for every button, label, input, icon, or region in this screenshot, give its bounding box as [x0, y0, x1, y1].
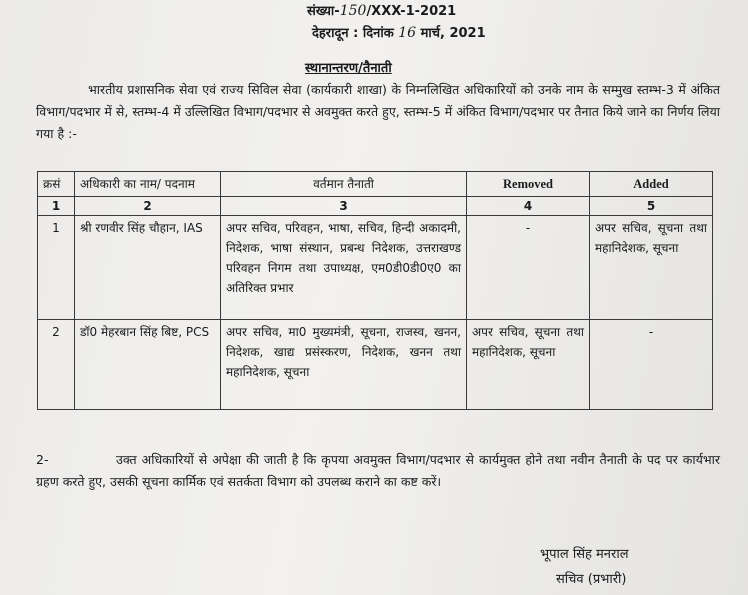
table-row — [38, 216, 713, 320]
date-suffix: मार्च, 2021 — [420, 26, 486, 41]
row-sno: 1 — [38, 216, 75, 320]
officer-name: डॉ0 मेहरबान सिंह बिष्ट, PCS — [75, 320, 221, 410]
intro-paragraph: भारतीय प्रशासनिक सेवा एवं राज्य सिविल सेवा (कार्यकारी शाखा) के निम्नलिखित अधिकारियों को उनके नाम के सम्मुख स्तम्भ-3 में अंकित विभाग/पदभार में से, स्तम्भ-4 में उल्लिखित विभाग/पदभार से अवमुक्त करते हुए, स्तम्भ-5 में अंकित विभाग/पदभार पर तैनात किये जाने का निर्णय लिया गया है :- — [36, 82, 720, 141]
current-posting: अपर सचिव, मा0 मुख्यमंत्री, सूचना, राजस्व, खनन, निदेशक, खाद्य प्रसंस्करण, निदेशक, खनन तथा महानिदेशक, सूचना — [221, 320, 467, 410]
subject-heading: स्थानान्तरण/तैनाती — [305, 61, 392, 76]
order-number — [307, 1, 456, 19]
order-number-prefix: संख्या- — [307, 4, 340, 19]
handwritten-date: 16 — [398, 25, 417, 41]
paragraph-number: 2- — [36, 452, 49, 467]
table-header-row — [38, 172, 713, 197]
col-header-removed: Removed — [467, 172, 590, 197]
signatory-designation: सचिव (प्रभारी) — [556, 572, 627, 587]
column-number: 2 — [75, 197, 221, 216]
col-header-officer: अधिकारी का नाम/ पदनाम — [75, 172, 221, 197]
row-sno: 2 — [38, 320, 75, 410]
column-number: 3 — [221, 197, 467, 216]
removed-posting: - — [467, 216, 590, 320]
current-posting: अपर सचिव, परिवहन, भाषा, सचिव, हिन्दी अकादमी, निदेशक, भाषा संस्थान, प्रबन्ध निदेशक, उत्तराखण्ड परिवहन निगम तथा उपाध्यक्ष, एम0डी0डी0ए0 का अतिरिक्त प्रभार — [221, 216, 467, 320]
col-header-sno: क्रसं — [38, 172, 75, 197]
column-number: 4 — [467, 197, 590, 216]
added-posting: अपर सचिव, सूचना तथा महानिदेशक, सूचना — [590, 216, 713, 320]
added-posting: - — [590, 320, 713, 410]
column-number-row — [38, 197, 713, 216]
signatory-name: भूपाल सिंह मनराल — [540, 547, 629, 562]
instruction-text: उक्त अधिकारियों से अपेक्षा की जाती है कि कृपया अवमुक्त विभाग/पदभार से कार्यमुक्त होने तथा नवीन तैनाती के पद पर कार्यभार ग्रहण करते हुए, उसकी सूचना कार्मिक एवं सतर्कता विभाग को उपलब्ध कराने का कष्ट करें। — [36, 452, 720, 489]
column-number: 5 — [590, 197, 713, 216]
order-number-suffix: /XXX-1-2021 — [366, 4, 457, 19]
instruction-paragraph — [36, 449, 720, 493]
order-date — [312, 23, 486, 41]
officer-name: श्री रणवीर सिंह चौहान, IAS — [75, 216, 221, 320]
table-row — [38, 320, 713, 410]
handwritten-number: 150 — [339, 3, 367, 19]
date-prefix: देहरादून : दिनांक — [312, 26, 394, 41]
transfer-table — [37, 171, 713, 410]
col-header-added: Added — [590, 172, 713, 197]
column-number: 1 — [38, 197, 75, 216]
col-header-current: वर्तमान तैनाती — [221, 172, 467, 197]
removed-posting: अपर सचिव, सूचना तथा महानिदेशक, सूचना — [467, 320, 590, 410]
